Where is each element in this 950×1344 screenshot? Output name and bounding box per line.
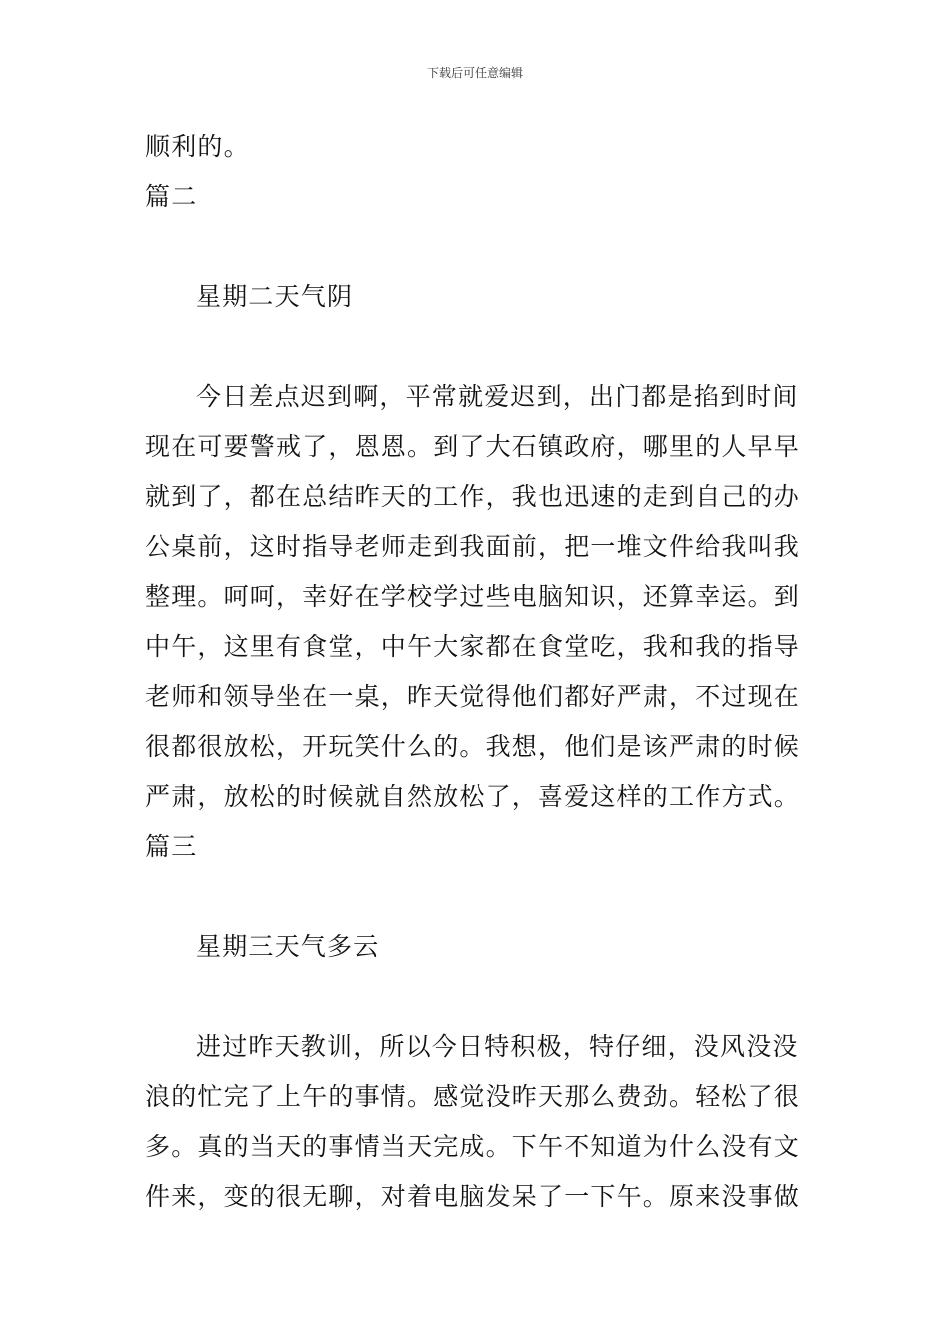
section3-paragraph-line: 浪的忙完了上午的事情。感觉没昨天那么费劲。轻松了很 xyxy=(145,1082,801,1111)
section3-paragraph-line: 件来，变的很无聊，对着电脑发呆了一下午。原来没事做 xyxy=(145,1182,801,1211)
section2-paragraph-line: 整理。呵呵，幸好在学校学过些电脑知识，还算幸运。到 xyxy=(145,582,801,611)
document-body xyxy=(145,122,815,1222)
section3-heading: 篇三 xyxy=(145,832,198,861)
blank-line xyxy=(145,872,815,922)
section2-paragraph-line: 中午，这里有食堂，中午大家都在食堂吃，我和我的指导 xyxy=(145,632,801,661)
blank-line xyxy=(145,972,815,1022)
blank-line xyxy=(145,222,815,272)
section2-paragraph-line: 现在可要警戒了，恩恩。到了大石镇政府，哪里的人早早 xyxy=(145,432,801,461)
section2-paragraph-line: 今日差点迟到啊，平常就爱迟到，出门都是掐到时间 xyxy=(196,382,799,411)
page-header: 下载后可任意编辑 xyxy=(426,66,523,80)
section2-paragraph-line: 很都很放松，开玩笑什么的。我想，他们是该严肃的时候 xyxy=(145,732,801,761)
section3-date-line: 星期三天气多云 xyxy=(196,932,380,961)
section2-paragraph-line: 就到了，都在总结昨天的工作，我也迅速的走到自己的办 xyxy=(145,482,801,511)
section2-date-line: 星期二天气阴 xyxy=(196,282,354,311)
section2-paragraph-line: 严肃，放松的时候就自然放松了，喜爱这样的工作方式。 xyxy=(145,782,801,811)
section2-paragraph-line: 公桌前，这时指导老师走到我面前，把一堆文件给我叫我 xyxy=(145,532,801,561)
section3-paragraph-line: 多。真的当天的事情当天完成。下午不知道为什么没有文 xyxy=(145,1132,801,1161)
section1-tail-line: 顺利的。 xyxy=(145,132,250,161)
section3-paragraph-line: 进过昨天教训，所以今日特积极，特仔细，没风没没 xyxy=(196,1032,799,1061)
section2-heading: 篇二 xyxy=(145,182,198,211)
blank-line xyxy=(145,322,815,372)
section2-paragraph-line: 老师和领导坐在一桌，昨天觉得他们都好严肃，不过现在 xyxy=(145,682,801,711)
